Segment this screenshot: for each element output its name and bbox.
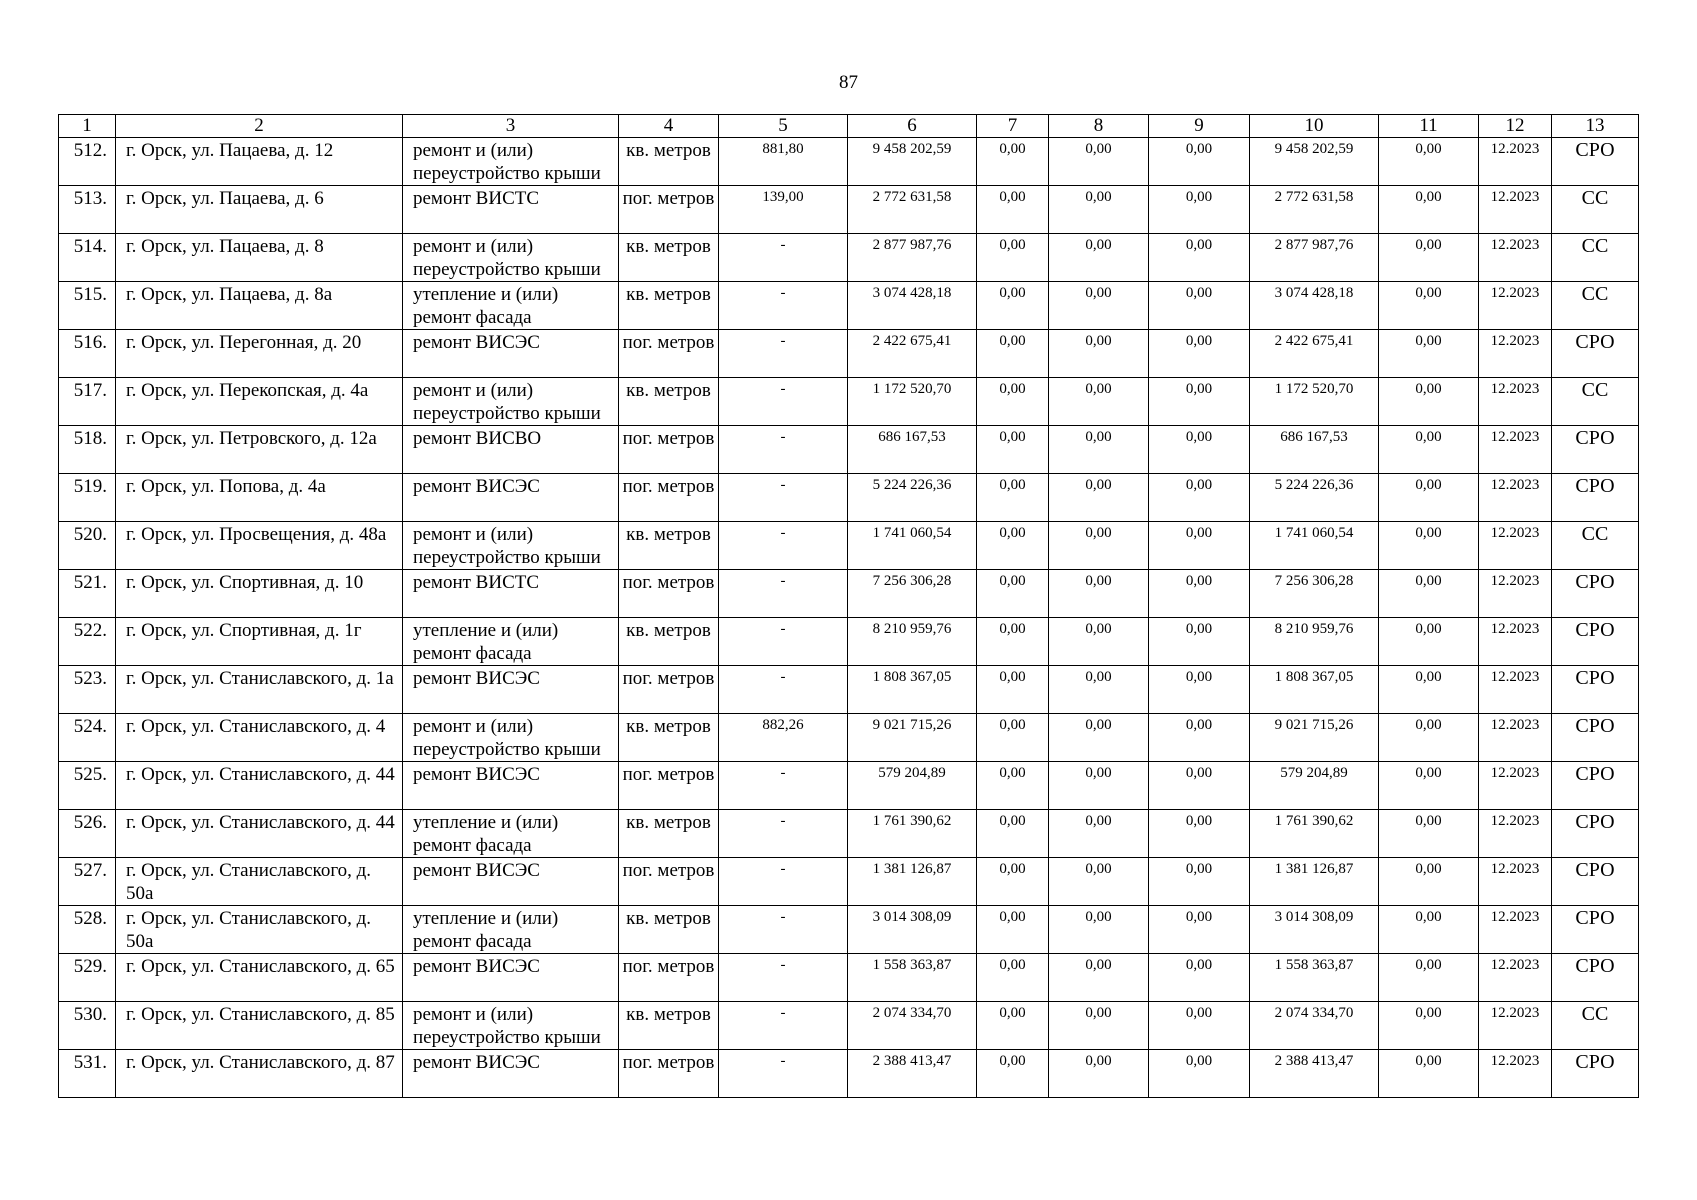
col5-cell: - [719, 666, 848, 714]
table-row [59, 810, 1639, 858]
date-cell: 12.2023 [1479, 858, 1552, 906]
col10-cell: 2 074 334,70 [1250, 1002, 1379, 1050]
col9-cell: 0,00 [1149, 858, 1250, 906]
col11-cell: 0,00 [1379, 378, 1479, 426]
contractor-type-cell: СРО [1552, 138, 1639, 186]
unit-cell: кв. метров [619, 282, 719, 330]
contractor-type-cell: СС [1552, 234, 1639, 282]
col6-cell: 3 074 428,18 [848, 282, 977, 330]
col11-cell: 0,00 [1379, 666, 1479, 714]
col6-cell: 2 422 675,41 [848, 330, 977, 378]
work-type-cell: ремонт ВИСЭС [403, 858, 619, 906]
col9-cell: 0,00 [1149, 330, 1250, 378]
col6-cell: 1 558 363,87 [848, 954, 977, 1002]
col5-cell: - [719, 234, 848, 282]
col5-cell: - [719, 810, 848, 858]
date-cell: 12.2023 [1479, 234, 1552, 282]
col11-cell: 0,00 [1379, 618, 1479, 666]
work-type-cell: ремонт и (или) переустройство крыши [403, 378, 619, 426]
table-header-row [59, 115, 1639, 138]
col10-cell: 2 772 631,58 [1250, 186, 1379, 234]
col8-cell: 0,00 [1049, 858, 1149, 906]
col9-cell: 0,00 [1149, 762, 1250, 810]
contractor-type-cell: СРО [1552, 714, 1639, 762]
col8-cell: 0,00 [1049, 186, 1149, 234]
unit-cell: кв. метров [619, 138, 719, 186]
work-type-cell: ремонт ВИСВО [403, 426, 619, 474]
col11-cell: 0,00 [1379, 522, 1479, 570]
col7-cell: 0,00 [977, 762, 1049, 810]
row-number-cell: 512. [59, 138, 116, 186]
column-header: 2 [116, 115, 403, 138]
column-header: 13 [1552, 115, 1639, 138]
contractor-type-cell: СРО [1552, 762, 1639, 810]
contractor-type-cell: СРО [1552, 330, 1639, 378]
date-cell: 12.2023 [1479, 570, 1552, 618]
date-cell: 12.2023 [1479, 666, 1552, 714]
work-type-cell: утепление и (или) ремонт фасада [403, 282, 619, 330]
col8-cell: 0,00 [1049, 1002, 1149, 1050]
date-cell: 12.2023 [1479, 906, 1552, 954]
date-cell: 12.2023 [1479, 714, 1552, 762]
page-number: 87 [839, 72, 858, 93]
col6-cell: 2 388 413,47 [848, 1050, 977, 1098]
col6-cell: 8 210 959,76 [848, 618, 977, 666]
work-type-cell: ремонт ВИСЭС [403, 1050, 619, 1098]
col9-cell: 0,00 [1149, 618, 1250, 666]
unit-cell: пог. метров [619, 570, 719, 618]
col8-cell: 0,00 [1049, 618, 1149, 666]
col8-cell: 0,00 [1049, 234, 1149, 282]
work-type-cell: ремонт и (или) переустройство крыши [403, 138, 619, 186]
col8-cell: 0,00 [1049, 138, 1149, 186]
col5-cell: 881,80 [719, 138, 848, 186]
date-cell: 12.2023 [1479, 1002, 1552, 1050]
col5-cell: - [719, 618, 848, 666]
table-row [59, 954, 1639, 1002]
col7-cell: 0,00 [977, 1050, 1049, 1098]
contractor-type-cell: СС [1552, 282, 1639, 330]
address-cell: г. Орск, ул. Станиславского, д. 1а [116, 666, 403, 714]
repair-plan-table [58, 114, 1639, 1098]
unit-cell: пог. метров [619, 186, 719, 234]
row-number-cell: 523. [59, 666, 116, 714]
row-number-cell: 526. [59, 810, 116, 858]
col9-cell: 0,00 [1149, 186, 1250, 234]
address-cell: г. Орск, ул. Станиславского, д. 44 [116, 810, 403, 858]
col10-cell: 3 014 308,09 [1250, 906, 1379, 954]
col7-cell: 0,00 [977, 954, 1049, 1002]
col5-cell: - [719, 282, 848, 330]
date-cell: 12.2023 [1479, 474, 1552, 522]
address-cell: г. Орск, ул. Станиславского, д. 4 [116, 714, 403, 762]
col7-cell: 0,00 [977, 570, 1049, 618]
col11-cell: 0,00 [1379, 1050, 1479, 1098]
address-cell: г. Орск, ул. Станиславского, д. 50а [116, 906, 403, 954]
col11-cell: 0,00 [1379, 426, 1479, 474]
col9-cell: 0,00 [1149, 906, 1250, 954]
date-cell: 12.2023 [1479, 1050, 1552, 1098]
column-header: 6 [848, 115, 977, 138]
col9-cell: 0,00 [1149, 282, 1250, 330]
col5-cell: - [719, 570, 848, 618]
work-type-cell: утепление и (или) ремонт фасада [403, 618, 619, 666]
col9-cell: 0,00 [1149, 234, 1250, 282]
column-header: 11 [1379, 115, 1479, 138]
col11-cell: 0,00 [1379, 810, 1479, 858]
row-number-cell: 519. [59, 474, 116, 522]
row-number-cell: 527. [59, 858, 116, 906]
col8-cell: 0,00 [1049, 762, 1149, 810]
work-type-cell: утепление и (или) ремонт фасада [403, 810, 619, 858]
col11-cell: 0,00 [1379, 330, 1479, 378]
col8-cell: 0,00 [1049, 906, 1149, 954]
table-row [59, 666, 1639, 714]
col5-cell: - [719, 330, 848, 378]
col8-cell: 0,00 [1049, 426, 1149, 474]
table-row [59, 1002, 1639, 1050]
address-cell: г. Орск, ул. Пацаева, д. 6 [116, 186, 403, 234]
date-cell: 12.2023 [1479, 762, 1552, 810]
contractor-type-cell: СС [1552, 186, 1639, 234]
unit-cell: кв. метров [619, 810, 719, 858]
col7-cell: 0,00 [977, 474, 1049, 522]
column-header: 3 [403, 115, 619, 138]
col6-cell: 1 172 520,70 [848, 378, 977, 426]
address-cell: г. Орск, ул. Станиславского, д. 50а [116, 858, 403, 906]
contractor-type-cell: СРО [1552, 858, 1639, 906]
col9-cell: 0,00 [1149, 954, 1250, 1002]
address-cell: г. Орск, ул. Перегонная, д. 20 [116, 330, 403, 378]
unit-cell: пог. метров [619, 858, 719, 906]
col11-cell: 0,00 [1379, 858, 1479, 906]
col7-cell: 0,00 [977, 810, 1049, 858]
col6-cell: 9 021 715,26 [848, 714, 977, 762]
contractor-type-cell: СРО [1552, 810, 1639, 858]
work-type-cell: ремонт и (или) переустройство крыши [403, 1002, 619, 1050]
unit-cell: кв. метров [619, 234, 719, 282]
column-header: 1 [59, 115, 116, 138]
date-cell: 12.2023 [1479, 330, 1552, 378]
row-number-cell: 518. [59, 426, 116, 474]
col10-cell: 8 210 959,76 [1250, 618, 1379, 666]
col7-cell: 0,00 [977, 714, 1049, 762]
col6-cell: 5 224 226,36 [848, 474, 977, 522]
col11-cell: 0,00 [1379, 954, 1479, 1002]
col10-cell: 2 422 675,41 [1250, 330, 1379, 378]
col8-cell: 0,00 [1049, 714, 1149, 762]
col10-cell: 5 224 226,36 [1250, 474, 1379, 522]
col5-cell: - [719, 1050, 848, 1098]
address-cell: г. Орск, ул. Спортивная, д. 10 [116, 570, 403, 618]
date-cell: 12.2023 [1479, 426, 1552, 474]
col9-cell: 0,00 [1149, 1050, 1250, 1098]
col9-cell: 0,00 [1149, 810, 1250, 858]
table-row [59, 1050, 1639, 1098]
table-row [59, 138, 1639, 186]
date-cell: 12.2023 [1479, 618, 1552, 666]
col11-cell: 0,00 [1379, 906, 1479, 954]
address-cell: г. Орск, ул. Попова, д. 4а [116, 474, 403, 522]
col6-cell: 2 772 631,58 [848, 186, 977, 234]
col6-cell: 3 014 308,09 [848, 906, 977, 954]
work-type-cell: ремонт ВИСЭС [403, 666, 619, 714]
table-row [59, 522, 1639, 570]
col5-cell: 139,00 [719, 186, 848, 234]
col10-cell: 1 808 367,05 [1250, 666, 1379, 714]
col9-cell: 0,00 [1149, 570, 1250, 618]
col9-cell: 0,00 [1149, 522, 1250, 570]
column-header: 5 [719, 115, 848, 138]
col5-cell: - [719, 762, 848, 810]
col11-cell: 0,00 [1379, 234, 1479, 282]
address-cell: г. Орск, ул. Пацаева, д. 8 [116, 234, 403, 282]
col5-cell: 882,26 [719, 714, 848, 762]
col6-cell: 1 808 367,05 [848, 666, 977, 714]
work-type-cell: утепление и (или) ремонт фасада [403, 906, 619, 954]
address-cell: г. Орск, ул. Петровского, д. 12а [116, 426, 403, 474]
col6-cell: 1 761 390,62 [848, 810, 977, 858]
col8-cell: 0,00 [1049, 570, 1149, 618]
contractor-type-cell: СС [1552, 378, 1639, 426]
col10-cell: 1 741 060,54 [1250, 522, 1379, 570]
col5-cell: - [719, 906, 848, 954]
work-type-cell: ремонт ВИСЭС [403, 954, 619, 1002]
col6-cell: 686 167,53 [848, 426, 977, 474]
contractor-type-cell: СРО [1552, 618, 1639, 666]
table-row [59, 234, 1639, 282]
unit-cell: пог. метров [619, 1050, 719, 1098]
unit-cell: пог. метров [619, 474, 719, 522]
col7-cell: 0,00 [977, 426, 1049, 474]
row-number-cell: 517. [59, 378, 116, 426]
date-cell: 12.2023 [1479, 138, 1552, 186]
col11-cell: 0,00 [1379, 570, 1479, 618]
column-header: 9 [1149, 115, 1250, 138]
col8-cell: 0,00 [1049, 954, 1149, 1002]
address-cell: г. Орск, ул. Просвещения, д. 48а [116, 522, 403, 570]
contractor-type-cell: СРО [1552, 570, 1639, 618]
unit-cell: кв. метров [619, 906, 719, 954]
col10-cell: 7 256 306,28 [1250, 570, 1379, 618]
unit-cell: пог. метров [619, 426, 719, 474]
col7-cell: 0,00 [977, 378, 1049, 426]
table-row [59, 282, 1639, 330]
column-header: 7 [977, 115, 1049, 138]
row-number-cell: 513. [59, 186, 116, 234]
col9-cell: 0,00 [1149, 378, 1250, 426]
row-number-cell: 515. [59, 282, 116, 330]
col11-cell: 0,00 [1379, 186, 1479, 234]
row-number-cell: 520. [59, 522, 116, 570]
col5-cell: - [719, 954, 848, 1002]
col9-cell: 0,00 [1149, 666, 1250, 714]
address-cell: г. Орск, ул. Перекопская, д. 4а [116, 378, 403, 426]
contractor-type-cell: СС [1552, 1002, 1639, 1050]
col6-cell: 1 741 060,54 [848, 522, 977, 570]
col8-cell: 0,00 [1049, 378, 1149, 426]
col7-cell: 0,00 [977, 186, 1049, 234]
table-row [59, 378, 1639, 426]
unit-cell: кв. метров [619, 618, 719, 666]
row-number-cell: 531. [59, 1050, 116, 1098]
col11-cell: 0,00 [1379, 1002, 1479, 1050]
col8-cell: 0,00 [1049, 474, 1149, 522]
table-row [59, 186, 1639, 234]
table-row [59, 426, 1639, 474]
col8-cell: 0,00 [1049, 330, 1149, 378]
row-number-cell: 521. [59, 570, 116, 618]
row-number-cell: 524. [59, 714, 116, 762]
col6-cell: 1 381 126,87 [848, 858, 977, 906]
col10-cell: 1 761 390,62 [1250, 810, 1379, 858]
date-cell: 12.2023 [1479, 522, 1552, 570]
col9-cell: 0,00 [1149, 474, 1250, 522]
date-cell: 12.2023 [1479, 954, 1552, 1002]
col10-cell: 2 388 413,47 [1250, 1050, 1379, 1098]
col7-cell: 0,00 [977, 858, 1049, 906]
unit-cell: пог. метров [619, 666, 719, 714]
unit-cell: кв. метров [619, 522, 719, 570]
address-cell: г. Орск, ул. Станиславского, д. 85 [116, 1002, 403, 1050]
col6-cell: 9 458 202,59 [848, 138, 977, 186]
work-type-cell: ремонт ВИСЭС [403, 330, 619, 378]
col10-cell: 1 558 363,87 [1250, 954, 1379, 1002]
work-type-cell: ремонт ВИСТС [403, 570, 619, 618]
row-number-cell: 514. [59, 234, 116, 282]
col5-cell: - [719, 522, 848, 570]
table-row [59, 858, 1639, 906]
col7-cell: 0,00 [977, 234, 1049, 282]
row-number-cell: 528. [59, 906, 116, 954]
col7-cell: 0,00 [977, 330, 1049, 378]
column-header: 8 [1049, 115, 1149, 138]
col5-cell: - [719, 378, 848, 426]
address-cell: г. Орск, ул. Станиславского, д. 87 [116, 1050, 403, 1098]
col9-cell: 0,00 [1149, 138, 1250, 186]
contractor-type-cell: СС [1552, 522, 1639, 570]
col10-cell: 9 458 202,59 [1250, 138, 1379, 186]
unit-cell: пог. метров [619, 954, 719, 1002]
date-cell: 12.2023 [1479, 810, 1552, 858]
col5-cell: - [719, 858, 848, 906]
col7-cell: 0,00 [977, 522, 1049, 570]
col8-cell: 0,00 [1049, 666, 1149, 714]
col8-cell: 0,00 [1049, 810, 1149, 858]
column-header: 4 [619, 115, 719, 138]
row-number-cell: 525. [59, 762, 116, 810]
col10-cell: 3 074 428,18 [1250, 282, 1379, 330]
work-type-cell: ремонт ВИСЭС [403, 762, 619, 810]
col7-cell: 0,00 [977, 906, 1049, 954]
col7-cell: 0,00 [977, 618, 1049, 666]
contractor-type-cell: СРО [1552, 906, 1639, 954]
table-row [59, 618, 1639, 666]
col7-cell: 0,00 [977, 666, 1049, 714]
date-cell: 12.2023 [1479, 282, 1552, 330]
unit-cell: кв. метров [619, 1002, 719, 1050]
col9-cell: 0,00 [1149, 1002, 1250, 1050]
contractor-type-cell: СРО [1552, 954, 1639, 1002]
col11-cell: 0,00 [1379, 282, 1479, 330]
address-cell: г. Орск, ул. Станиславского, д. 65 [116, 954, 403, 1002]
unit-cell: кв. метров [619, 378, 719, 426]
row-number-cell: 529. [59, 954, 116, 1002]
col7-cell: 0,00 [977, 138, 1049, 186]
unit-cell: пог. метров [619, 330, 719, 378]
table-row [59, 330, 1639, 378]
col11-cell: 0,00 [1379, 138, 1479, 186]
work-type-cell: ремонт ВИСТС [403, 186, 619, 234]
work-type-cell: ремонт и (или) переустройство крыши [403, 234, 619, 282]
col10-cell: 9 021 715,26 [1250, 714, 1379, 762]
col6-cell: 579 204,89 [848, 762, 977, 810]
col5-cell: - [719, 1002, 848, 1050]
col9-cell: 0,00 [1149, 426, 1250, 474]
col7-cell: 0,00 [977, 282, 1049, 330]
col6-cell: 2 074 334,70 [848, 1002, 977, 1050]
unit-cell: кв. метров [619, 714, 719, 762]
table-row [59, 474, 1639, 522]
col8-cell: 0,00 [1049, 522, 1149, 570]
col6-cell: 2 877 987,76 [848, 234, 977, 282]
col10-cell: 2 877 987,76 [1250, 234, 1379, 282]
col9-cell: 0,00 [1149, 714, 1250, 762]
date-cell: 12.2023 [1479, 378, 1552, 426]
row-number-cell: 516. [59, 330, 116, 378]
col10-cell: 1 172 520,70 [1250, 378, 1379, 426]
row-number-cell: 522. [59, 618, 116, 666]
contractor-type-cell: СРО [1552, 474, 1639, 522]
address-cell: г. Орск, ул. Станиславского, д. 44 [116, 762, 403, 810]
table-row [59, 570, 1639, 618]
col8-cell: 0,00 [1049, 1050, 1149, 1098]
col11-cell: 0,00 [1379, 762, 1479, 810]
contractor-type-cell: СРО [1552, 1050, 1639, 1098]
work-type-cell: ремонт и (или) переустройство крыши [403, 714, 619, 762]
col8-cell: 0,00 [1049, 282, 1149, 330]
contractor-type-cell: СРО [1552, 426, 1639, 474]
contractor-type-cell: СРО [1552, 666, 1639, 714]
column-header: 10 [1250, 115, 1379, 138]
table-body [59, 138, 1639, 1098]
col10-cell: 1 381 126,87 [1250, 858, 1379, 906]
col10-cell: 579 204,89 [1250, 762, 1379, 810]
col6-cell: 7 256 306,28 [848, 570, 977, 618]
col5-cell: - [719, 474, 848, 522]
col11-cell: 0,00 [1379, 714, 1479, 762]
table-row [59, 906, 1639, 954]
column-header: 12 [1479, 115, 1552, 138]
col11-cell: 0,00 [1379, 474, 1479, 522]
work-type-cell: ремонт ВИСЭС [403, 474, 619, 522]
col10-cell: 686 167,53 [1250, 426, 1379, 474]
address-cell: г. Орск, ул. Спортивная, д. 1г [116, 618, 403, 666]
address-cell: г. Орск, ул. Пацаева, д. 12 [116, 138, 403, 186]
col5-cell: - [719, 426, 848, 474]
row-number-cell: 530. [59, 1002, 116, 1050]
table-row [59, 762, 1639, 810]
date-cell: 12.2023 [1479, 186, 1552, 234]
address-cell: г. Орск, ул. Пацаева, д. 8а [116, 282, 403, 330]
work-type-cell: ремонт и (или) переустройство крыши [403, 522, 619, 570]
col7-cell: 0,00 [977, 1002, 1049, 1050]
unit-cell: пог. метров [619, 762, 719, 810]
table-row [59, 714, 1639, 762]
